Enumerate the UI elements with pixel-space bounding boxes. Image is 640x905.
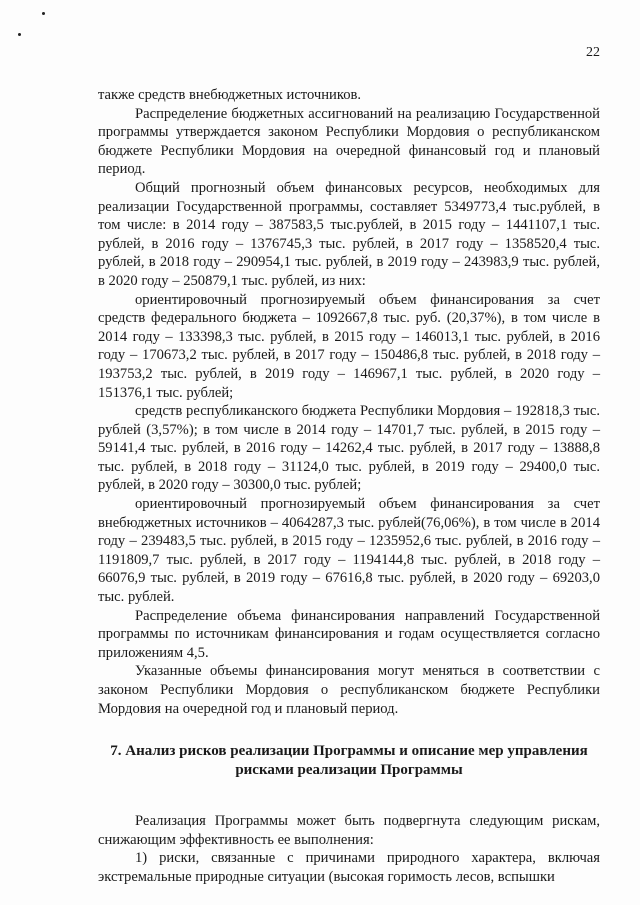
- paragraph-continuation: также средств внебюджетных источников.: [98, 87, 362, 103]
- paragraph-risk-1: 1) риски, связанные с причинами природного характера, включая экстремальные природные ситуации (высокая горимость лесов, вспышки: [98, 850, 600, 885]
- paragraph-risks-intro: Реализация Программы может быть подвергнута следующим рискам, снижающим эффективность ее выполнения:: [98, 813, 600, 848]
- document-body: [98, 86, 600, 887]
- paragraph-federal-budget: ориентировочный прогнозируемый объем финансирования за счет средств федерального бюджета – 1092667,8 тыс. руб. (20,37%), в том числе в 2014 году – 133398,3 тыс. рублей, в 2015 году – 146013,1 тыс. рублей, в 2016 году – 170673,2 тыс. рублей, в 2017 году – 150486,8 тыс. рублей, в 2018 году – 193753,2 тыс. рублей, в 2019 году – 146967,1 тыс. рублей, в 2020 году – 151376,1 тыс. рублей;: [98, 291, 600, 401]
- paragraph-changes: Указанные объемы финансирования могут меняться в соответствии с законом Республики Мордовия о республиканском бюджете Республики Мордовия на очередной год и плановый период.: [98, 663, 600, 717]
- paragraph-budget-allocation: Распределение бюджетных ассигнований на реализацию Государственной программы утверждается законом Республики Мордовия о республиканском бюджете Республики Мордовия на очередной финансовый год и плановый период.: [98, 105, 600, 178]
- paragraph-republican-budget: средств республиканского бюджета Республики Мордовия – 192818,3 тыс. рублей (3,57%); в том числе в 2014 году – 14701,7 тыс. рублей, в 2015 году – 59141,4 тыс. рублей, в 2016 году – 14262,4 тыс. рублей, в 2017 году – 13888,8 тыс. рублей, в 2018 году – 31124,0 тыс. рублей, в 2019 году – 29400,0 тыс. рублей, в 2020 году – 30300,0 тыс. рублей;: [98, 403, 600, 494]
- paragraph-extrabudgetary: ориентировочный прогнозируемый объем финансирования за счет внебюджетных источников – 4064287,3 тыс. рублей(76,06%), в том числе в 2014 году – 239483,5 тыс. рублей, в 2015 году – 1235952,6 тыс. рублей, в 2016 году – 1191809,7 тыс. рублей, в 2017 году – 1194144,8 тыс. рублей, в 2018 году – 66076,9 тыс. рублей, в 2019 году – 67616,8 тыс. рублей, в 2020 году – 69203,0 тыс. рублей.: [98, 496, 600, 606]
- section-heading: 7. Анализ рисков реализации Программы и описание мер управления рисками реализации Программы: [110, 743, 588, 779]
- paragraph-total-volume: Общий прогнозный объем финансовых ресурсов, необходимых для реализации Государственной программы, составляет 5349773,4 тыс.рублей, в том числе: в 2014 году – 387583,5 тыс.рублей, в 2015 году – 1441107,1 тыс. рублей, в 2016 году – 1376745,3 тыс. рублей, в 2017 году – 1358520,4 тыс. рублей, в 2018 году – 290954,1 тыс. рублей, в 2019 году – 243983,9 тыс. рублей, в 2020 году – 250879,1 тыс. рублей, из них:: [98, 179, 600, 289]
- scan-speck: [42, 12, 45, 15]
- paragraph-distribution: Распределение объема финансирования направлений Государственной программы по источникам финансирования и годам осуществляется согласно приложениям 4,5.: [98, 607, 600, 661]
- page-number: 22: [586, 45, 600, 60]
- scan-speck: [18, 33, 21, 36]
